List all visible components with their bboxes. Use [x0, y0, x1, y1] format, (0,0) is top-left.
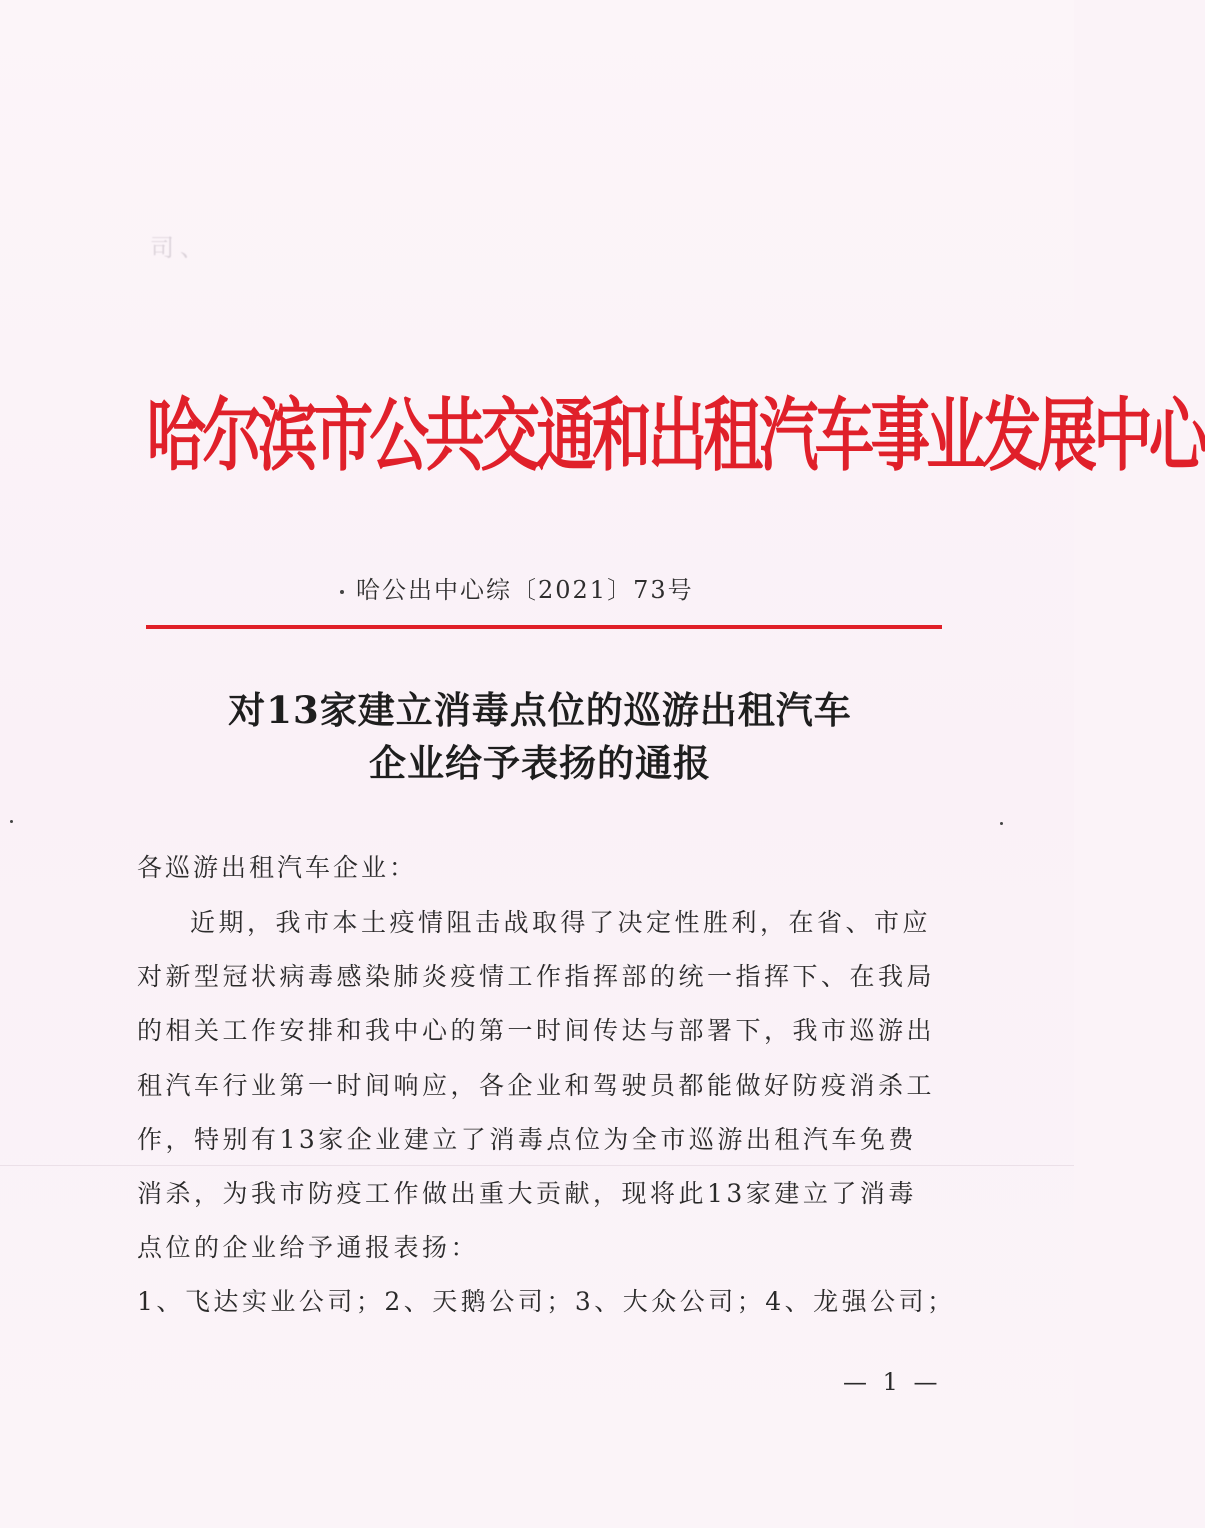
bleed-through-line: 司、 [150, 234, 918, 262]
salutation: 各巡游出租汽车企业： [137, 853, 418, 882]
body-paragraph-line: 消杀，为我市防疫工作做出重大贡献，现将此13家建立了消毒 [137, 1179, 917, 1208]
body-paragraph-line: 作，特别有13家企业建立了消毒点位为全市巡游出租汽车免费 [137, 1125, 917, 1154]
issuing-organization-header: 哈尔滨市公共交通和出租汽车事业发展中心 [146, 388, 1205, 483]
scan-dot [1000, 822, 1003, 825]
document-title-line-2: 企业给予表扬的通报 [369, 741, 711, 785]
body-paragraph-line: 租汽车行业第一时间响应，各企业和驾驶员都能做好防疫消杀工 [137, 1071, 936, 1100]
body-paragraph-line: 对新型冠状病毒感染肺炎疫情工作指挥部的统一指挥下、在我局 [137, 962, 936, 991]
bleed-through-line [150, 496, 930, 531]
body-paragraph-line: 点位的企业给予通报表扬： [137, 1233, 480, 1262]
company-list-line: 1、飞达实业公司；2、天鹅公司；3、大众公司；4、龙强公司； [137, 1287, 956, 1316]
body-paragraph-line: 近期，我市本土疫情阻击战取得了决定性胜利，在省、市应 [190, 908, 932, 937]
bleed-through-line [150, 282, 930, 317]
page-number: — 1 — [843, 1368, 942, 1396]
document-number: 哈公出中心综〔2021〕73号 [356, 576, 694, 604]
body-paragraph-line: 的相关工作安排和我中心的第一时间传达与部署下，我市巡游出 [137, 1016, 936, 1045]
document-title-line-1: 对13家建立消毒点位的巡游出租汽车 [228, 688, 852, 732]
scan-dot [10, 820, 13, 823]
bleed-through-line [150, 336, 930, 371]
paper-fold-line [0, 1165, 1074, 1166]
scan-dot [340, 590, 344, 594]
red-divider-rule [146, 625, 942, 629]
